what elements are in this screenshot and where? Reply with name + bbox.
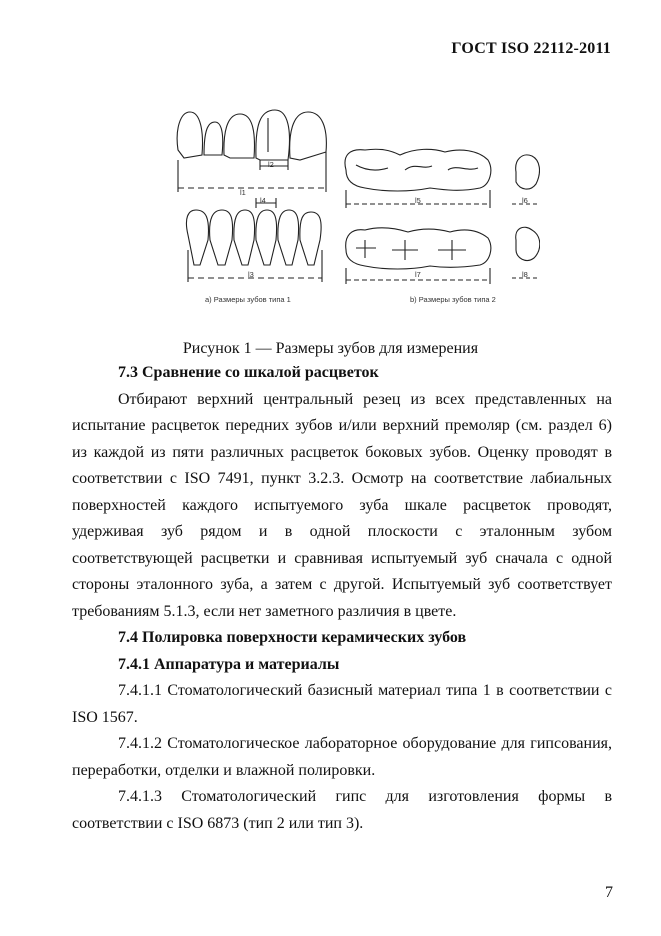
list-item: 7.4.1.3 Стоматологический гипс для изготовления формы в соответствии с ISO 6873 (тип 2 или тип 3). bbox=[72, 788, 612, 832]
dim-label: l2 bbox=[268, 160, 274, 169]
list-item: 7.4.1.1 Стоматологический базисный материал типа 1 в соответствии с ISO 1567. bbox=[72, 682, 612, 726]
list-item: 7.4.1.2 Стоматологическое лабораторное оборудование для гипсования, переработки, отделки и влажной полировки. bbox=[72, 735, 612, 779]
subsection-heading: 7.4.1 Аппаратура и материалы bbox=[118, 655, 340, 673]
dim-label: l7 bbox=[415, 270, 421, 279]
document-code: ГОСТ ISO 22112-2011 bbox=[451, 40, 611, 57]
section-heading: 7.3 Сравнение со шкалой расцветок bbox=[118, 364, 379, 381]
dim-label: l1 bbox=[240, 188, 246, 197]
type1-upper-teeth bbox=[177, 110, 326, 192]
figure-caption: Рисунок 1 — Размеры зубов для измерения bbox=[182, 340, 479, 357]
dim-label: l4 bbox=[260, 196, 266, 205]
figure-label-a: а) Размеры зубов типа 1 bbox=[205, 295, 291, 304]
teeth-dimensions-figure bbox=[160, 100, 540, 315]
type2-upper-teeth bbox=[345, 149, 540, 208]
page-number: 7 bbox=[605, 884, 613, 901]
paragraph: Отбирают верхний центральный резец из всех представленных на испытание расцветок передних зубов и/или верхний премоляр (см. раздел 6) из каждой из пяти различных расцветок боковых зубов. Оценку проводят в соответствии с ISO 7491, пункт 3.2.3. Осмотр на соответствие лабиальных поверхностей каждого испытуемого зуба шкале расцветок проводят, удерживая зуб рядом и в одной плоскости с эталонным зубом соответствующей расцветки и сравнивая испытуемый зуб сначала с одной стороны эталонного зуба, а затем с другой. Испытуемый зуб соответствует требованиям 5.1.3, если нет заметного различия в цвете. bbox=[72, 390, 612, 620]
dim-label: l5 bbox=[415, 196, 421, 205]
dim-label: l6 bbox=[522, 196, 528, 205]
dim-label: l3 bbox=[248, 270, 254, 279]
type1-lower-teeth bbox=[186, 198, 322, 282]
dim-label: l8 bbox=[522, 270, 528, 279]
page-body bbox=[72, 360, 612, 837]
teeth-drawing bbox=[160, 100, 540, 315]
figure-label-b: b) Размеры зубов типа 2 bbox=[410, 295, 496, 304]
section-heading: 7.4 Полировка поверхности керамических зубов bbox=[118, 629, 467, 646]
type2-lower-teeth bbox=[346, 227, 540, 284]
